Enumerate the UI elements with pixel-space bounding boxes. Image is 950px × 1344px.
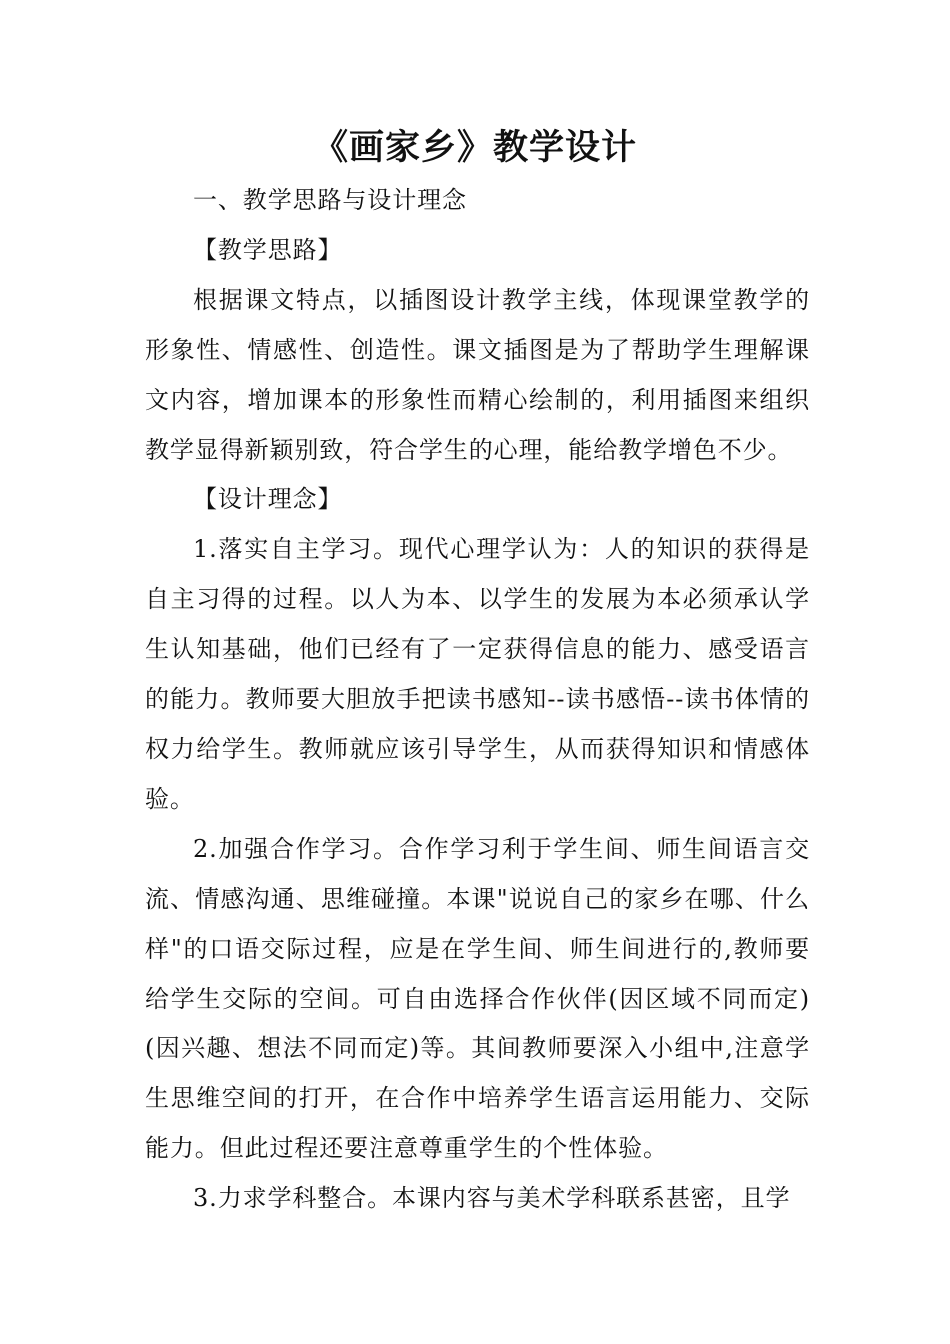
- section-heading: 一、教学思路与设计理念: [193, 186, 467, 214]
- paragraph-teaching-thinking: 根据课文特点，以插图设计教学主线，体现课堂教学的形象性、情感性、创造性。课文插图是为了帮助学生理解课文内容，增加课本的形象性而精心绘制的，利用插图来组织教学显得新颖别致，符合学生的心理，能给教学增色不少。: [145, 285, 810, 464]
- document-body: [145, 176, 810, 1224]
- paragraph-point-1: 1.落实自主学习。现代心理学认为：人的知识的获得是自主习得的过程。以人为本、以学生的发展为本必须承认学生认知基础，他们已经有了一定获得信息的能力、感受语言的能力。教师要大胆放手把读书感知--读书感悟--读书体情的权力给学生。教师就应该引导学生，从而获得知识和情感体验。: [145, 535, 810, 813]
- subheading-design-concept: 【设计理念】: [193, 485, 343, 514]
- document-title: 《画家乡》教学设计: [312, 127, 637, 168]
- paragraph-point-3: 3.力求学科整合。本课内容与美术学科联系甚密，且学: [193, 1184, 791, 1213]
- subheading-teaching-thinking: 【教学思路】: [193, 235, 343, 264]
- paragraph-point-2: 2.加强合作学习。合作学习利于学生间、师生间语言交流、情感沟通、思维碰撞。本课"说说自己的家乡在哪、什么样"的口语交际过程，应是在学生间、师生间进行的,教师要给学生交际的空间。可自由选择合作伙伴(因区域不同而定)(因兴趣、想法不同而定)等。其间教师要深入小组中,注意学生思维空间的打开，在合作中培养学生语言运用能力、交际能力。但此过程还要注意尊重学生的个性体验。: [145, 834, 810, 1163]
